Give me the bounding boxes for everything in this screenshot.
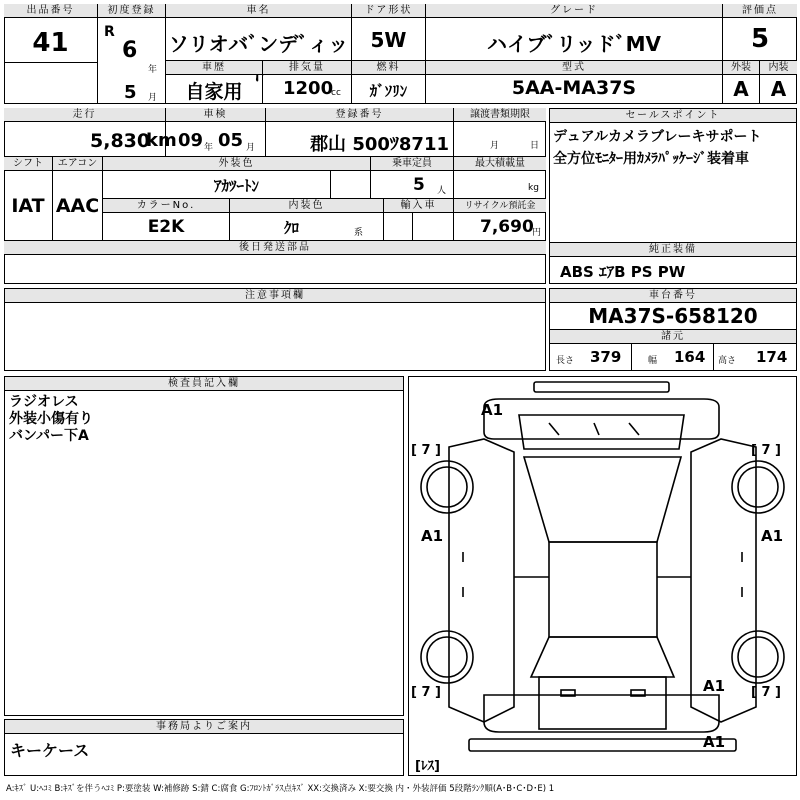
front-right-wheel bbox=[732, 461, 784, 513]
model-cell bbox=[426, 61, 723, 104]
color-number: E2K bbox=[147, 217, 185, 237]
plate-number: 郡山 500ﾂ8711 bbox=[310, 134, 449, 155]
model-label: 型式 bbox=[426, 61, 722, 75]
transfer-month-unit: 月 bbox=[490, 141, 500, 151]
shift-cell bbox=[4, 157, 53, 241]
capacity-label: 乗車定員 bbox=[371, 157, 453, 171]
damage-mark-rear-right: A1 bbox=[703, 677, 726, 695]
registration-month: 5 bbox=[124, 82, 137, 103]
rear-left-wheel-inner bbox=[427, 637, 467, 677]
grade-label: グレード bbox=[426, 4, 722, 18]
max-load-label: 最大積載量 bbox=[454, 157, 546, 171]
first-registration-label: 初度登録 bbox=[98, 4, 165, 18]
shift: IAT bbox=[11, 195, 45, 217]
height-label: 高さ bbox=[718, 356, 737, 366]
damage-mark-left: A1 bbox=[421, 527, 444, 545]
plate-cell bbox=[266, 108, 454, 157]
ac-cell bbox=[53, 157, 103, 241]
rear-window bbox=[531, 637, 674, 677]
inspection-month-unit: 月 bbox=[246, 143, 256, 153]
color-number-cell bbox=[103, 199, 230, 241]
rear-right-wheel bbox=[732, 631, 784, 683]
inspector-note-3: バンパー下A bbox=[9, 428, 89, 444]
divider bbox=[412, 213, 413, 241]
import-cell bbox=[384, 199, 454, 241]
notes-label: 注意事項欄 bbox=[5, 289, 545, 303]
lot-number-label: 出品番号 bbox=[4, 4, 97, 18]
max-load-cell bbox=[454, 157, 546, 199]
history-cell bbox=[166, 61, 263, 104]
transfer-label: 譲渡書類期限 bbox=[454, 108, 546, 122]
door-label: ドア形状 bbox=[352, 4, 425, 18]
fuel: ｶﾞｿﾘﾝ bbox=[369, 82, 408, 100]
fuel-label: 燃料 bbox=[352, 61, 425, 75]
hood-line bbox=[629, 423, 639, 435]
grade-cell bbox=[426, 4, 723, 61]
capacity: 5 bbox=[413, 175, 425, 195]
damage-mark-rear-bumper: A1 bbox=[703, 733, 726, 751]
later-parts-label: 後日発送部品 bbox=[4, 241, 546, 255]
mileage-cell bbox=[4, 108, 177, 157]
recycle-cell bbox=[454, 199, 546, 241]
rear-right-wheel-inner bbox=[738, 637, 778, 677]
transfer-day-unit: 日 bbox=[530, 141, 540, 151]
legend: A:ｷｽﾞ U:ﾍｺﾐ B:ｷｽﾞを伴うﾍｺﾐ P:要塗装 W:補修跡 S:錆 C:腐食 G:ﾌﾛﾝﾄｶﾞﾗｽ点ｷｽﾞ XX:交換済み X:要交換 内・外装評価 5段階ﾗﾝｸ順(A･B･C･D･E) 1 bbox=[6, 784, 555, 794]
chassis-box bbox=[549, 288, 797, 371]
rear-bumper bbox=[469, 739, 736, 751]
later-parts-cell bbox=[4, 241, 546, 284]
windshield bbox=[524, 457, 681, 542]
length-cell bbox=[550, 344, 632, 371]
interior-color-cell bbox=[230, 199, 384, 241]
month-unit: 月 bbox=[148, 93, 158, 103]
inspector-note-1: ラジオレス bbox=[9, 394, 79, 410]
interior-color-label: 内装色 bbox=[230, 199, 383, 213]
inspector-notes-box bbox=[4, 376, 404, 716]
divider bbox=[4, 62, 97, 63]
front-left-wheel-inner bbox=[427, 467, 467, 507]
color-cell bbox=[103, 157, 371, 199]
tire-front-right: [ 7 ] bbox=[751, 443, 781, 458]
selling-points-box bbox=[549, 108, 797, 284]
dims-label: 諸元 bbox=[550, 330, 796, 344]
genuine-equipment-label: 純正装備 bbox=[550, 243, 796, 257]
history: 自家用 bbox=[185, 81, 243, 103]
year-unit: 年 bbox=[148, 65, 158, 75]
width: 164 bbox=[674, 348, 706, 366]
tire-rear-right: [ 7 ] bbox=[751, 685, 781, 700]
office-note: キーケース bbox=[10, 741, 90, 760]
car-name-cell bbox=[166, 4, 352, 61]
divider bbox=[330, 171, 331, 199]
inspection-month: 05 bbox=[218, 130, 244, 151]
model: 5AA-MA37S bbox=[511, 77, 637, 99]
rear-hatch bbox=[539, 677, 666, 729]
mileage-unit: km bbox=[146, 130, 177, 151]
plate-label: 登録番号 bbox=[266, 108, 453, 122]
interior-grade-cell bbox=[760, 61, 797, 104]
width-label: 幅 bbox=[648, 356, 658, 366]
notes-box bbox=[4, 288, 546, 371]
recycle-label: リサイクル預託金 bbox=[454, 199, 546, 213]
roof bbox=[549, 542, 657, 637]
selling-points-label: セールスポイント bbox=[550, 109, 796, 123]
max-load-unit: kg bbox=[528, 183, 539, 193]
displacement-label: 排気量 bbox=[263, 61, 351, 75]
exterior-grade: A bbox=[733, 77, 749, 101]
genuine-equipment: ABS ｴｱB PS PW bbox=[560, 263, 686, 281]
exterior-grade-cell bbox=[723, 61, 760, 104]
inspection-year-unit: 年 bbox=[204, 143, 214, 153]
front-bumper bbox=[534, 382, 669, 392]
transfer-cell bbox=[454, 108, 546, 157]
hood-line bbox=[594, 423, 599, 435]
lot-number-cell bbox=[4, 4, 98, 104]
hood-line bbox=[549, 423, 559, 435]
color-label: 外装色 bbox=[103, 157, 370, 171]
import-label: 輸入車 bbox=[384, 199, 453, 213]
office-guidance-label: 事務局よりご案内 bbox=[5, 720, 403, 734]
damage-mark-front: A1 bbox=[481, 401, 504, 419]
office-guidance-box bbox=[4, 719, 404, 776]
lot-number: 41 bbox=[32, 28, 69, 58]
score: 5 bbox=[750, 24, 770, 54]
car-name: ソリオバﾞンデﾞィッ bbox=[168, 32, 349, 56]
displacement: 1200 bbox=[283, 78, 334, 99]
height: 174 bbox=[756, 348, 788, 366]
rear-body bbox=[484, 695, 719, 732]
capacity-cell bbox=[371, 157, 454, 199]
front-right-wheel-inner bbox=[738, 467, 778, 507]
mileage-label: 走行 bbox=[4, 108, 165, 122]
inspection-label: 車検 bbox=[166, 108, 265, 122]
recycle-unit: 円 bbox=[532, 228, 542, 238]
genuine-equipment-area bbox=[550, 242, 796, 282]
chassis-number: MA37S-658120 bbox=[588, 304, 758, 328]
displacement-unit: cc bbox=[331, 88, 341, 98]
mileage: 5,830 bbox=[90, 130, 151, 152]
door-cell bbox=[352, 4, 426, 61]
interior-color: ｸﾛ bbox=[284, 219, 300, 237]
exterior-grade-label: 外装 bbox=[723, 61, 759, 75]
inspector-notes-label: 検査員記入欄 bbox=[5, 377, 403, 391]
grade: ハイブﾞリッドﾞMV bbox=[487, 32, 661, 56]
ac-label: エアコン bbox=[53, 157, 102, 171]
interior-grade: A bbox=[770, 77, 787, 101]
chassis-label: 車台番号 bbox=[550, 289, 796, 303]
inspection-year: 09 bbox=[178, 130, 204, 151]
selling-point-1: デュアルカメラブレーキサポート bbox=[553, 129, 762, 145]
car-diagram bbox=[409, 377, 796, 775]
inspector-note-2: 外装小傷有り bbox=[9, 411, 93, 427]
length: 379 bbox=[590, 348, 622, 366]
damage-mark-right: A1 bbox=[761, 527, 784, 545]
length-label: 長さ bbox=[556, 356, 575, 366]
exterior-color: ｱｶﾂｰﾄﾝ bbox=[213, 177, 259, 195]
width-cell bbox=[632, 344, 714, 371]
height-cell bbox=[714, 344, 796, 371]
shift-label: シフト bbox=[4, 157, 52, 171]
car-diagram-box bbox=[408, 376, 797, 776]
color-number-label: カラーNo. bbox=[103, 199, 229, 213]
car-name-label: 車名 bbox=[166, 4, 351, 18]
inspection-cell bbox=[166, 108, 266, 157]
tire-front-left: [ 7 ] bbox=[411, 443, 441, 458]
era: R bbox=[104, 24, 115, 40]
recycle-fee: 7,690 bbox=[480, 217, 534, 237]
interior-color-unit: 系 bbox=[354, 228, 364, 238]
history-label: 車歴 bbox=[166, 61, 262, 75]
tire-rear-left: [ 7 ] bbox=[411, 685, 441, 700]
registration-year: 6 bbox=[122, 38, 138, 63]
fuel-cell bbox=[352, 61, 426, 104]
score-cell bbox=[723, 4, 797, 61]
interior-grade-label: 内装 bbox=[760, 61, 797, 75]
rear-left-wheel bbox=[421, 631, 473, 683]
hood bbox=[519, 415, 684, 449]
selling-point-2: 全方位ﾓﾆﾀｰ用ｶﾒﾗﾊﾟｯｹｰｼﾞ装着車 bbox=[553, 151, 749, 167]
spare-tire: [ﾚｽ] bbox=[415, 759, 440, 774]
door-type: 5W bbox=[370, 28, 407, 52]
ac: AAC bbox=[55, 195, 100, 217]
dims-area bbox=[550, 329, 796, 366]
capacity-unit: 人 bbox=[437, 186, 447, 196]
displacement-cell bbox=[263, 61, 352, 104]
score-label: 評価点 bbox=[723, 4, 797, 18]
front-left-wheel bbox=[421, 461, 473, 513]
first-registration-cell bbox=[98, 4, 166, 104]
